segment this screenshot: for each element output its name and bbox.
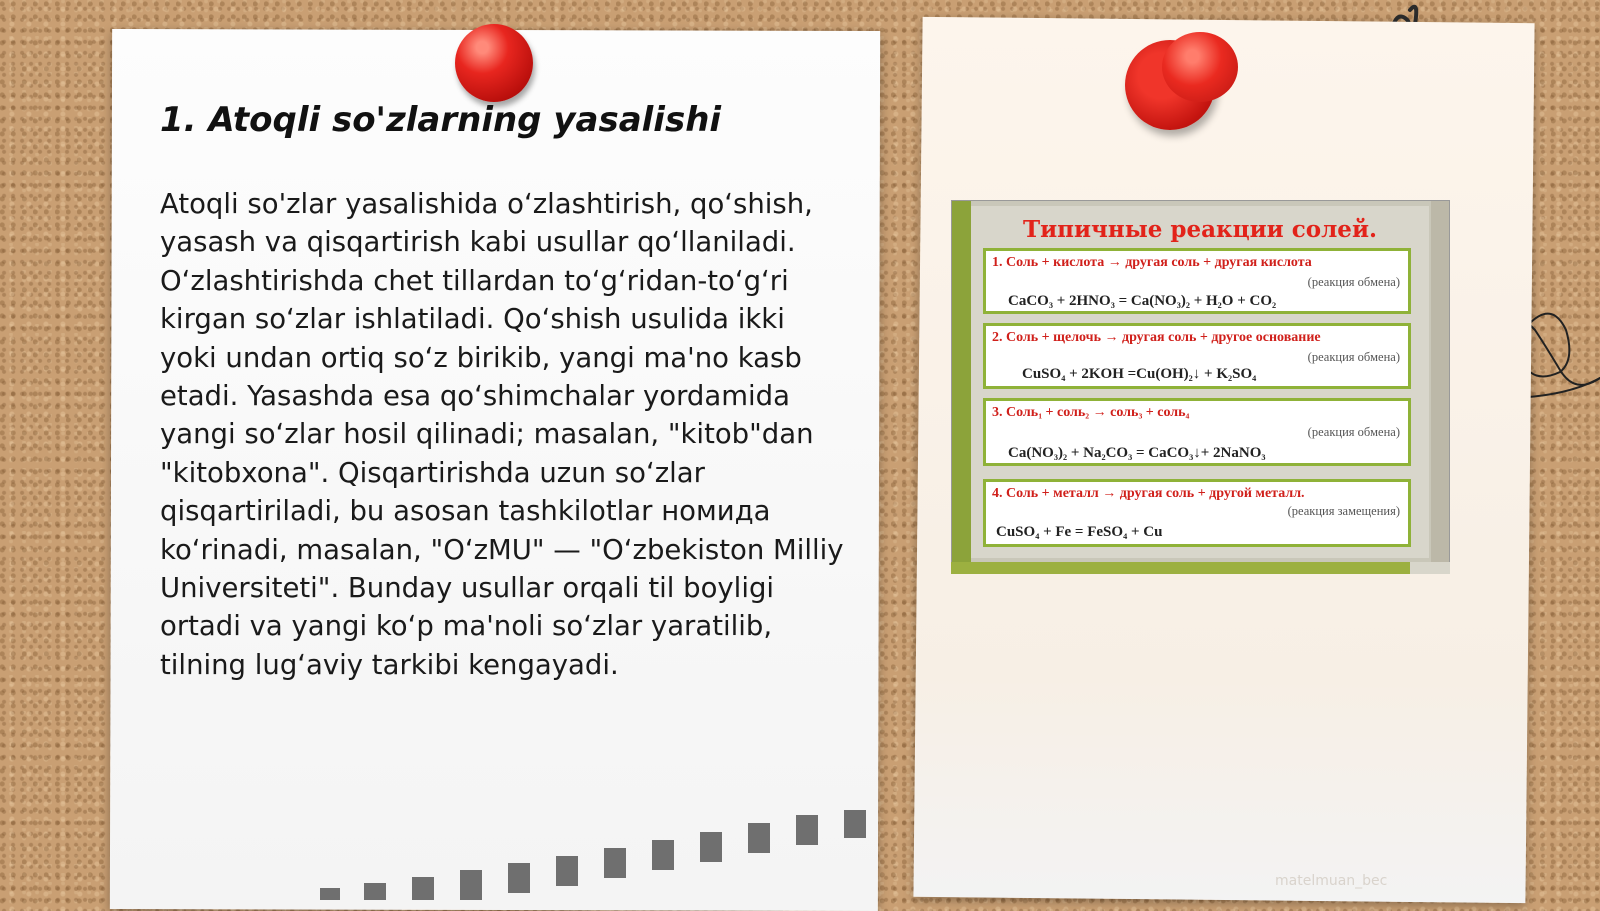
reaction-note: (реакция обмена) [1307,425,1400,439]
reaction-formula: $Ca(NO_3)_2 + Na_2CO_3$ = CaCO$_3$↓+ 2NaNO$_3$ [1008,445,1266,462]
figure-panel [971,206,1429,558]
figure-bottom-strip [951,562,1450,574]
torn-paper-edge-icon [320,810,880,900]
reaction-box-3 [983,398,1411,466]
reaction-label: 2. Соль + щелочь → другая соль + другое основание [992,330,1321,345]
note-title: 1. Atoqli so'zlarning yasalishi [160,100,722,140]
salt-reactions-figure [951,200,1450,574]
red-push-pin-icon [455,24,533,102]
reaction-label: 1. Соль + кислота → другая соль + другая кислота [992,255,1312,270]
reaction-formula: CuSO$_4$ + Fe = FeSO$_4$ + Cu [996,524,1163,541]
reaction-note: (реакция замещения) [1287,504,1400,518]
note-paragraph: Atoqli so'zlar yasalishida oʻzlashtirish, qoʻshish, yasash va qisqartirish kabi usullar qoʻllaniladi. Oʻzlashtirishda chet tillardan toʻgʻridan-toʻgʻri kirgan soʻzlar ishlatiladi. Qoʻshish usulida ikki yoki undan ortiq soʻz birikib, yangi ma'no kasb etadi. Yasashda esa qoʻshimchalar yordamida yangi soʻzlar hosil qilinadi; masalan, "kitob"dan "kitobxona". Qisqartirishda uzun soʻzlar qisqartiriladi, bu asosan tashkilotlar номида koʻrinadi, masalan, "OʻzMU" — "Oʻzbekiston Milliy Universiteti". Bunday usullar orqali til boyligi ortadi va yangi koʻp ma'noli soʻzlar yaratilib, tilning lugʻaviy tarkibi kengayadi. [160,188,844,681]
reaction-label: 3. Соль$_1$ + соль$_2$ → соль$_3$ + соль$_4$ [992,405,1190,421]
reaction-formula: CaCO$_3$ + $2HNO_3 = Ca(NO_3)_2 + H_2O + CO_2$ [1008,293,1277,310]
reaction-note: (реакция обмена) [1307,275,1400,289]
reaction-box-4 [983,479,1411,547]
red-push-pin-front-icon [1162,32,1238,102]
reaction-formula: CuSO$_4$ + $2KOH =Cu(OH)_2↓ + K_2SO_4$ [1022,366,1257,383]
reaction-note: (реакция обмена) [1307,350,1400,364]
figure-title: Типичные реакции солей. [1022,216,1378,243]
reaction-label: 4. Соль + металл → другая соль + другой металл. [992,486,1305,501]
reaction-box-2 [983,323,1411,389]
reaction-box-1 [983,248,1411,314]
watermark: matelmuan_bec [1275,873,1388,889]
